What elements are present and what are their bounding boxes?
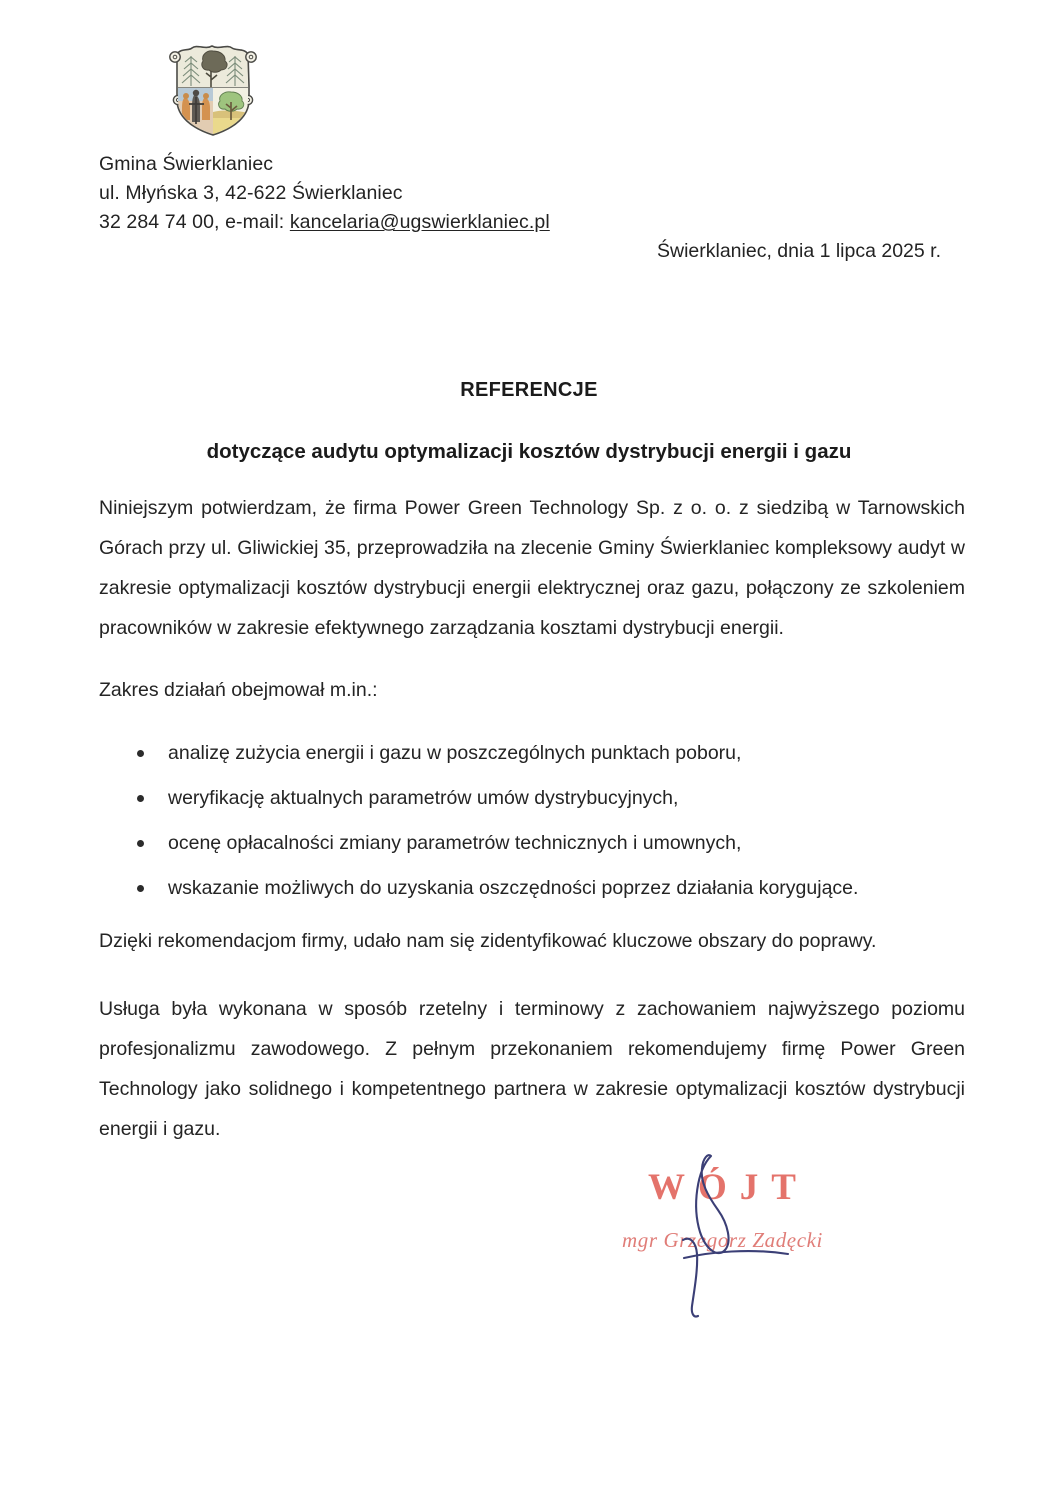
organization-name: Gmina Świerklaniec [99,153,274,175]
contact-phone-label: 32 284 74 00, e-mail: [99,211,290,233]
stamp-name: mgr Grzegorz Zadęcki [622,1228,823,1252]
paragraph-after-list: Dzięki rekomendacjom firmy, udało nam się zidentyfikować kluczowe obszary do poprawy. [99,930,877,952]
paragraph-closing: Usługa była wykonana w sposób rzetelny i terminowy z zachowaniem najwyższego poziomu profesjonalizmu zawodowego. Z pełnym przekonaniem rekomendujemy firmę Power Green Technology jako solidnego i kompetentnego partnera w zakresie optymalizacji kosztów dystrybucji energii i gazu. [99,998,965,1140]
document-subtitle: dotyczące audytu optymalizacji kosztów dystrybucji energii i gazu [206,440,852,463]
coat-of-arms-icon [161,40,265,140]
stamp-title: WÓJT [648,1167,809,1208]
list-item: wskazanie możliwych do uzyskania oszczędności poprzez działania korygujące. [137,873,965,903]
paragraph-intro: Niniejszym potwierdzam, że firma Power Green Technology Sp. z o. o. z siedzibą w Tarnowskich Górach przy ul. Gliwickiej 35, przeprowadziła na zlecenie Gminy Świerklaniec kompleksowy audyt w zakresie optymalizacji kosztów dystrybucji energii elektrycznej oraz gazu, połączony ze szkoleniem pracowników w zakresie efektywnego zarządzania kosztami dystrybucji energii. [99,497,965,639]
letter-body [99,488,965,1175]
list-item: analizę zużycia energii i gazu w poszczególnych punktach poboru, [137,738,965,768]
signature-block [610,1148,900,1338]
organization-address-block [99,150,619,237]
organization-address: ul. Młyńska 3, 42-622 Świerklaniec [99,182,403,204]
scope-list [99,738,965,903]
list-item: weryfikację aktualnych parametrów umów dystrybucyjnych, [137,783,965,813]
date-line: Świerklaniec, dnia 1 lipca 2025 r. [657,240,941,262]
handwritten-signature-icon [670,1146,820,1326]
document-title: REFERENCJE [460,379,598,401]
letterhead [99,40,619,237]
list-item: ocenę opłacalności zmiany parametrów technicznych i umownych, [137,828,965,858]
paragraph-scope-lead: Zakres działań obejmował m.in.: [99,679,378,701]
organization-contact [99,208,619,237]
email-link[interactable]: kancelaria@ugswierklaniec.pl [289,211,550,233]
